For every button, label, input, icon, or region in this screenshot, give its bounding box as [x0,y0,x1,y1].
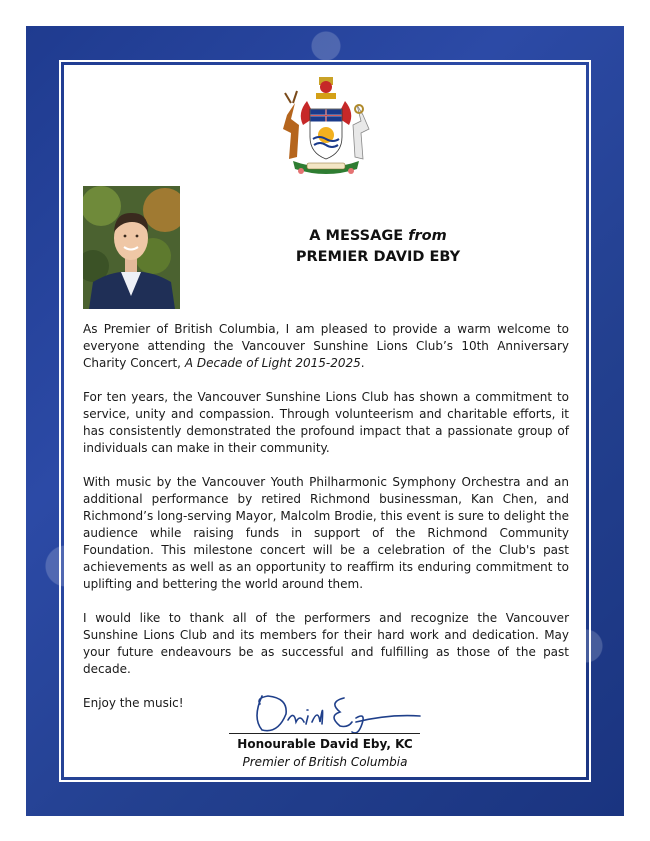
handwritten-signature-icon [248,688,428,736]
paragraph-2: For ten years, the Vancouver Sunshine Lions Club has shown a commitment to service, unity and compassion. Through volunteerism and charitable efforts, it has consistently demonstrated the profound impact that a passionate group of individuals can make in their community. [83,390,569,455]
paragraph-3: With music by the Vancouver Youth Philharmonic Symphony Orchestra and an additional performance by retired Richmond businessman, Kan Chen, and Richmond’s long-serving Mayor, Malcolm Brodie, this event is sure to delight the audience while raising funds in support of the Richmond Community Foundation. This milestone concert will be a celebration of the Club's past achievements as well as an opportunity to reaffirm its enduring commitment to uplifting and bettering the world around them. [83,475,569,591]
signatory-title: Premier of British Columbia [242,755,408,769]
message-headline [200,226,556,268]
letter-body [83,321,569,729]
signature-line [229,733,420,734]
premier-portrait [83,186,180,309]
headline-line-2: PREMIER DAVID EBY [295,249,461,265]
paragraph-5: Enjoy the music! [83,696,184,710]
paragraph-4: I would like to thank all of the performers and recognize the Vancouver Sunshine Lions Club and its members for their hard work and dedication. May your future endeavours be as successful and fulfilling as those of the past decade. [83,611,569,676]
paragraph-1: As Premier of British Columbia, I am pleased to provide a warm welcome to everyone attending the Vancouver Sunshine Lions Club’s 10th Anniversary Charity Concert, A Decade of Light 2015-2025. [83,322,569,370]
signatory-name: Honourable David Eby, KC [237,737,413,751]
coat-of-arms-icon [277,73,375,181]
headline-line-1: A MESSAGE from [309,228,447,244]
